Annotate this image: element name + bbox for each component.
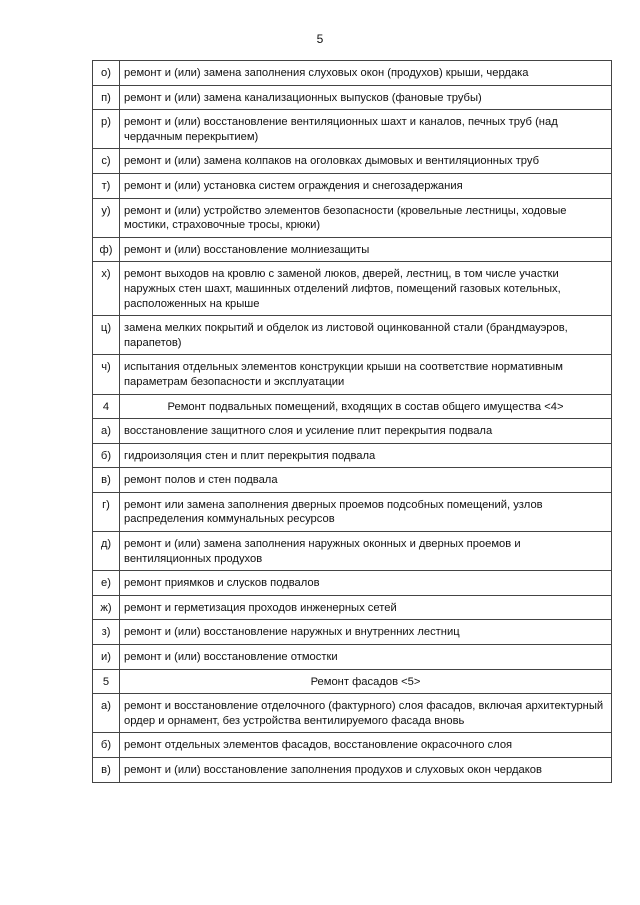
table-row: [93, 316, 612, 355]
table-row: [93, 443, 612, 468]
table-row: [93, 620, 612, 645]
table-row: [93, 110, 612, 149]
section-title: Ремонт подвальных помещений, входящих в состав общего имущества <4>: [120, 394, 612, 419]
table-row: [93, 237, 612, 262]
row-text: ремонт выходов на кровлю с заменой люков, дверей, лестниц, в том числе участки наружных стен шахт, машинных отделений лифтов, помещений газовых котельных, расположенных на крыше: [120, 262, 612, 316]
table-row: [93, 355, 612, 394]
row-index: т): [93, 173, 120, 198]
row-index: у): [93, 198, 120, 237]
table-section-row: [93, 669, 612, 694]
table-row: [93, 645, 612, 670]
row-index: и): [93, 645, 120, 670]
table-row: [93, 61, 612, 86]
row-text: ремонт и герметизация проходов инженерных сетей: [120, 595, 612, 620]
row-index: 5: [93, 669, 120, 694]
row-index: п): [93, 85, 120, 110]
row-text: ремонт или замена заполнения дверных проемов подсобных помещений, узлов распределения коммунальных ресурсов: [120, 492, 612, 531]
page-number: 5: [316, 32, 324, 46]
table-row: [93, 173, 612, 198]
row-text: гидроизоляция стен и плит перекрытия подвала: [120, 443, 612, 468]
row-text: замена мелких покрытий и обделок из листовой оцинкованной стали (брандмауэров, парапетов): [120, 316, 612, 355]
row-text: ремонт и (или) восстановление вентиляционных шахт и каналов, печных труб (над чердачным перекрытием): [120, 110, 612, 149]
row-index: ф): [93, 237, 120, 262]
row-index: ж): [93, 595, 120, 620]
row-text: ремонт и (или) установка систем ограждения и снегозадержания: [120, 173, 612, 198]
row-text: ремонт и восстановление отделочного (фактурного) слоя фасадов, включая архитектурный ордер и орнамент, без устройства вентилируемого фасада вновь: [120, 694, 612, 733]
table-section-row: [93, 394, 612, 419]
row-index: д): [93, 532, 120, 571]
row-text: ремонт и (или) устройство элементов безопасности (кровельные лестницы, ходовые мостики, страховочные тросы, крюки): [120, 198, 612, 237]
row-index: р): [93, 110, 120, 149]
row-text: ремонт полов и стен подвала: [120, 468, 612, 493]
row-text: ремонт и (или) замена заполнения слуховых окон (продухов) крыши, чердака: [120, 61, 612, 86]
table-row: [93, 85, 612, 110]
row-index: 4: [93, 394, 120, 419]
works-table-body: [93, 61, 612, 783]
table-row: [93, 694, 612, 733]
row-text: ремонт и (или) восстановление заполнения продухов и слуховых окон чердаков: [120, 758, 612, 783]
row-index: е): [93, 571, 120, 596]
row-text: испытания отдельных элементов конструкции крыши на соответствие нормативным параметрам безопасности и эксплуатации: [120, 355, 612, 394]
table-row: [93, 198, 612, 237]
row-text: ремонт и (или) замена заполнения наружных оконных и дверных проемов и вентиляционных продухов: [120, 532, 612, 571]
row-index: б): [93, 733, 120, 758]
row-index: а): [93, 419, 120, 444]
row-text: ремонт и (или) замена колпаков на оголовках дымовых и вентиляционных труб: [120, 149, 612, 174]
section-title: Ремонт фасадов <5>: [120, 669, 612, 694]
row-index: а): [93, 694, 120, 733]
row-index: х): [93, 262, 120, 316]
row-index: в): [93, 468, 120, 493]
works-table: [92, 60, 612, 783]
row-text: ремонт приямков и слусков подвалов: [120, 571, 612, 596]
row-index: ц): [93, 316, 120, 355]
table-row: [93, 595, 612, 620]
table-row: [93, 733, 612, 758]
table-row: [93, 419, 612, 444]
table-row: [93, 262, 612, 316]
table-row: [93, 492, 612, 531]
row-text: ремонт и (или) замена канализационных выпусков (фановые трубы): [120, 85, 612, 110]
row-index: ч): [93, 355, 120, 394]
row-index: в): [93, 758, 120, 783]
table-row: [93, 571, 612, 596]
row-index: о): [93, 61, 120, 86]
row-text: ремонт и (или) восстановление наружных и внутренних лестниц: [120, 620, 612, 645]
row-index: б): [93, 443, 120, 468]
row-text: ремонт отдельных элементов фасадов, восстановление окрасочного слоя: [120, 733, 612, 758]
row-index: с): [93, 149, 120, 174]
row-text: восстановление защитного слоя и усиление плит перекрытия подвала: [120, 419, 612, 444]
row-text: ремонт и (или) восстановление отмостки: [120, 645, 612, 670]
table-row: [93, 532, 612, 571]
row-index: г): [93, 492, 120, 531]
table-row: [93, 758, 612, 783]
row-text: ремонт и (или) восстановление молниезащиты: [120, 237, 612, 262]
row-index: з): [93, 620, 120, 645]
table-row: [93, 149, 612, 174]
table-row: [93, 468, 612, 493]
